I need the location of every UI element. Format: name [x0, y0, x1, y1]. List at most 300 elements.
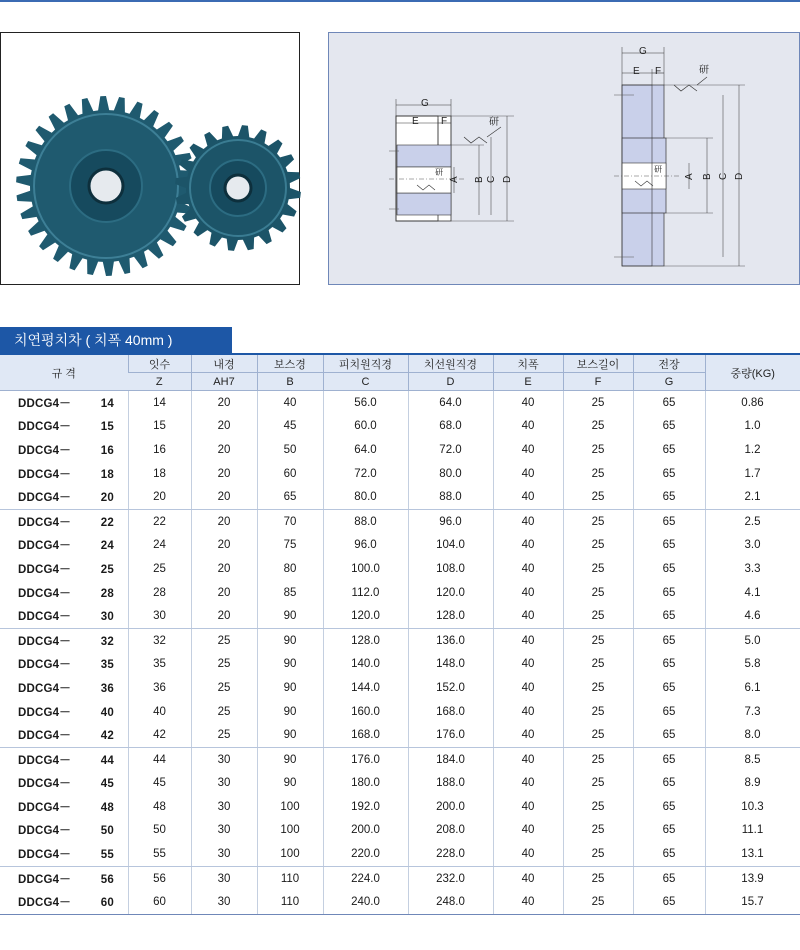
cell-f: 25	[563, 723, 633, 747]
model-code: DDCG4－	[18, 682, 71, 695]
cell-z: 48	[128, 795, 191, 819]
cell-d: 228.0	[408, 842, 493, 866]
cell-ah7: 20	[191, 415, 257, 439]
cell-g: 65	[633, 485, 705, 509]
model-code: DDCG4－	[18, 563, 71, 576]
cell-e: 40	[493, 604, 563, 628]
col-symbol-f: F	[563, 373, 633, 391]
cell-b: 90	[257, 653, 323, 677]
cell-ah7: 20	[191, 485, 257, 509]
cell-ah7: 30	[191, 842, 257, 866]
spur-gears-image	[1, 33, 301, 286]
model-cell	[0, 485, 128, 509]
model-code: DDCG4－	[18, 801, 71, 814]
cell-c: 60.0	[323, 415, 408, 439]
cell-f: 25	[563, 795, 633, 819]
cell-z: 42	[128, 723, 191, 747]
model-code: DDCG4－	[18, 492, 71, 505]
model-cell	[0, 581, 128, 605]
weight-header: 중량(KG)	[705, 354, 800, 391]
cell-c: 200.0	[323, 819, 408, 843]
cell-z: 56	[128, 866, 191, 890]
cell-g: 65	[633, 581, 705, 605]
cell-e: 40	[493, 866, 563, 890]
large-gear-section	[614, 46, 745, 266]
cell-b: 50	[257, 438, 323, 462]
model-cell	[0, 723, 128, 747]
cell-f: 25	[563, 747, 633, 771]
cell-g: 65	[633, 747, 705, 771]
cell-f: 25	[563, 819, 633, 843]
cell-b: 80	[257, 557, 323, 581]
cell-kg: 8.5	[705, 747, 800, 771]
cell-f: 25	[563, 534, 633, 558]
cell-f: 25	[563, 485, 633, 509]
cell-kg: 0.86	[705, 391, 800, 415]
cell-ah7: 20	[191, 509, 257, 533]
cell-kg: 3.0	[705, 534, 800, 558]
table-row	[0, 628, 800, 652]
cell-z: 18	[128, 462, 191, 486]
model-size: 50	[100, 825, 114, 838]
cell-c: 64.0	[323, 438, 408, 462]
top-accent-line	[0, 0, 800, 2]
model-code: DDCG4－	[18, 659, 71, 672]
model-cell	[0, 866, 128, 890]
model-cell	[0, 676, 128, 700]
model-cell	[0, 747, 128, 771]
model-code: DDCG4－	[18, 825, 71, 838]
dim-label-e: E	[633, 66, 640, 77]
cell-f: 25	[563, 438, 633, 462]
cell-b: 70	[257, 509, 323, 533]
cell-ah7: 25	[191, 653, 257, 677]
dim-label-c: C	[718, 172, 729, 180]
table-row	[0, 391, 800, 415]
cell-z: 50	[128, 819, 191, 843]
cell-kg: 4.6	[705, 604, 800, 628]
model-size: 45	[100, 778, 114, 791]
spec-table	[0, 353, 800, 915]
cell-e: 40	[493, 890, 563, 914]
cell-d: 128.0	[408, 604, 493, 628]
cell-kg: 8.0	[705, 723, 800, 747]
cell-e: 40	[493, 415, 563, 439]
dim-label-c: C	[486, 175, 497, 183]
cell-ah7: 20	[191, 462, 257, 486]
dim-label-g: G	[639, 46, 647, 57]
model-code: DDCG4－	[18, 706, 71, 719]
col-header-f: 보스길이	[563, 354, 633, 373]
cell-z: 15	[128, 415, 191, 439]
model-size: 14	[100, 397, 114, 410]
model-size: 22	[100, 516, 114, 529]
cell-d: 232.0	[408, 866, 493, 890]
cell-d: 120.0	[408, 581, 493, 605]
cell-f: 25	[563, 604, 633, 628]
cell-g: 65	[633, 723, 705, 747]
cell-kg: 15.7	[705, 890, 800, 914]
dim-label-f: F	[655, 66, 662, 77]
col-header-c: 피치원직경	[323, 354, 408, 373]
cell-kg: 7.3	[705, 700, 800, 724]
cell-c: 180.0	[323, 772, 408, 796]
col-symbol-g: G	[633, 373, 705, 391]
model-cell	[0, 604, 128, 628]
gear-photo	[0, 32, 300, 285]
table-row	[0, 772, 800, 796]
cell-ah7: 30	[191, 772, 257, 796]
table-row	[0, 653, 800, 677]
cell-f: 25	[563, 557, 633, 581]
cell-g: 65	[633, 534, 705, 558]
cell-b: 90	[257, 628, 323, 652]
cell-ah7: 30	[191, 890, 257, 914]
cell-e: 40	[493, 819, 563, 843]
cell-g: 65	[633, 700, 705, 724]
cell-e: 40	[493, 676, 563, 700]
model-size: 16	[100, 444, 114, 457]
cell-z: 35	[128, 653, 191, 677]
cell-f: 25	[563, 628, 633, 652]
cell-b: 90	[257, 747, 323, 771]
model-code: DDCG4－	[18, 468, 71, 481]
cell-kg: 10.3	[705, 795, 800, 819]
model-cell	[0, 415, 128, 439]
model-cell	[0, 628, 128, 652]
cell-b: 100	[257, 819, 323, 843]
cell-c: 160.0	[323, 700, 408, 724]
spec-header: 규 격	[0, 354, 128, 391]
finish-mark-icon: 研	[489, 117, 499, 128]
cell-c: 72.0	[323, 462, 408, 486]
cell-g: 65	[633, 462, 705, 486]
col-header-z: 잇수	[128, 354, 191, 373]
model-code: DDCG4－	[18, 849, 71, 862]
model-size: 36	[100, 682, 114, 695]
dim-label-a: A	[449, 176, 460, 183]
cell-kg: 11.1	[705, 819, 800, 843]
table-row	[0, 842, 800, 866]
cell-z: 28	[128, 581, 191, 605]
cell-e: 40	[493, 772, 563, 796]
cell-c: 88.0	[323, 509, 408, 533]
cell-d: 72.0	[408, 438, 493, 462]
cell-e: 40	[493, 653, 563, 677]
cell-ah7: 20	[191, 604, 257, 628]
cell-z: 16	[128, 438, 191, 462]
cell-z: 25	[128, 557, 191, 581]
table-row	[0, 819, 800, 843]
col-header-d: 치선원직경	[408, 354, 493, 373]
model-code: DDCG4－	[18, 540, 71, 553]
cell-z: 32	[128, 628, 191, 652]
cell-g: 65	[633, 557, 705, 581]
cell-b: 45	[257, 415, 323, 439]
cell-b: 90	[257, 604, 323, 628]
cell-b: 75	[257, 534, 323, 558]
model-size: 35	[100, 659, 114, 672]
col-header-ah7: 내경	[191, 354, 257, 373]
table-row	[0, 485, 800, 509]
cell-ah7: 20	[191, 391, 257, 415]
table-row	[0, 415, 800, 439]
cell-c: 224.0	[323, 866, 408, 890]
cell-b: 90	[257, 700, 323, 724]
model-size: 15	[100, 421, 114, 434]
cell-g: 65	[633, 653, 705, 677]
model-size: 32	[100, 635, 114, 648]
cell-ah7: 25	[191, 700, 257, 724]
cell-z: 36	[128, 676, 191, 700]
small-gear-icon	[175, 125, 301, 251]
cell-e: 40	[493, 795, 563, 819]
cell-c: 192.0	[323, 795, 408, 819]
model-size: 18	[100, 468, 114, 481]
cell-kg: 2.1	[705, 485, 800, 509]
cell-b: 100	[257, 795, 323, 819]
cell-kg: 3.3	[705, 557, 800, 581]
cell-kg: 8.9	[705, 772, 800, 796]
model-code: DDCG4－	[18, 611, 71, 624]
cell-kg: 1.2	[705, 438, 800, 462]
col-symbol-ah7: AH7	[191, 373, 257, 391]
cell-z: 55	[128, 842, 191, 866]
cell-c: 144.0	[323, 676, 408, 700]
cell-d: 68.0	[408, 415, 493, 439]
cell-d: 200.0	[408, 795, 493, 819]
cell-e: 40	[493, 557, 563, 581]
model-size: 30	[100, 611, 114, 624]
cell-f: 25	[563, 676, 633, 700]
cell-kg: 5.8	[705, 653, 800, 677]
cell-b: 90	[257, 723, 323, 747]
model-cell	[0, 653, 128, 677]
finish-mark-icon: 研	[654, 165, 662, 174]
cell-c: 120.0	[323, 604, 408, 628]
cell-d: 208.0	[408, 819, 493, 843]
cell-g: 65	[633, 795, 705, 819]
table-row	[0, 890, 800, 914]
cell-ah7: 30	[191, 866, 257, 890]
table-row	[0, 509, 800, 533]
model-cell	[0, 819, 128, 843]
cell-d: 64.0	[408, 391, 493, 415]
cell-z: 45	[128, 772, 191, 796]
table-row	[0, 604, 800, 628]
cell-f: 25	[563, 462, 633, 486]
cell-d: 248.0	[408, 890, 493, 914]
cell-b: 110	[257, 890, 323, 914]
cell-b: 60	[257, 462, 323, 486]
cell-g: 65	[633, 628, 705, 652]
model-size: 44	[100, 754, 114, 767]
cell-e: 40	[493, 534, 563, 558]
cell-d: 176.0	[408, 723, 493, 747]
model-cell	[0, 557, 128, 581]
col-symbol-e: E	[493, 373, 563, 391]
cell-g: 65	[633, 866, 705, 890]
cell-ah7: 30	[191, 747, 257, 771]
model-code: DDCG4－	[18, 873, 71, 886]
model-size: 55	[100, 849, 114, 862]
cell-d: 168.0	[408, 700, 493, 724]
cell-b: 40	[257, 391, 323, 415]
table-row	[0, 557, 800, 581]
cell-g: 65	[633, 438, 705, 462]
cell-g: 65	[633, 391, 705, 415]
cell-g: 65	[633, 819, 705, 843]
col-symbol-c: C	[323, 373, 408, 391]
model-code: DDCG4－	[18, 635, 71, 648]
cell-kg: 2.5	[705, 509, 800, 533]
cell-g: 65	[633, 676, 705, 700]
cell-c: 112.0	[323, 581, 408, 605]
model-cell	[0, 795, 128, 819]
cell-c: 100.0	[323, 557, 408, 581]
cell-g: 65	[633, 415, 705, 439]
cell-e: 40	[493, 438, 563, 462]
cell-b: 100	[257, 842, 323, 866]
table-row	[0, 866, 800, 890]
cell-c: 240.0	[323, 890, 408, 914]
cell-e: 40	[493, 700, 563, 724]
cell-d: 104.0	[408, 534, 493, 558]
cell-d: 80.0	[408, 462, 493, 486]
cell-d: 188.0	[408, 772, 493, 796]
model-size: 56	[100, 873, 114, 886]
cell-b: 90	[257, 772, 323, 796]
table-row	[0, 581, 800, 605]
cell-c: 80.0	[323, 485, 408, 509]
cell-ah7: 20	[191, 557, 257, 581]
cell-z: 24	[128, 534, 191, 558]
model-code: DDCG4－	[18, 730, 71, 743]
cell-d: 184.0	[408, 747, 493, 771]
cell-d: 152.0	[408, 676, 493, 700]
cell-e: 40	[493, 628, 563, 652]
cell-e: 40	[493, 509, 563, 533]
cell-z: 44	[128, 747, 191, 771]
section-title: 치연평치차 ( 치폭 40mm )	[0, 327, 232, 353]
cell-f: 25	[563, 653, 633, 677]
cell-ah7: 20	[191, 581, 257, 605]
dim-label-a: A	[684, 173, 695, 180]
cell-c: 96.0	[323, 534, 408, 558]
model-size: 60	[100, 897, 114, 910]
cell-kg: 4.1	[705, 581, 800, 605]
cell-d: 148.0	[408, 653, 493, 677]
table-row	[0, 676, 800, 700]
dim-label-b: B	[474, 176, 485, 183]
cell-ah7: 25	[191, 628, 257, 652]
model-code: DDCG4－	[18, 754, 71, 767]
cell-f: 25	[563, 866, 633, 890]
col-symbol-d: D	[408, 373, 493, 391]
table-row	[0, 534, 800, 558]
cell-d: 88.0	[408, 485, 493, 509]
col-header-g: 전장	[633, 354, 705, 373]
table-row	[0, 462, 800, 486]
cell-kg: 13.9	[705, 866, 800, 890]
model-size: 42	[100, 730, 114, 743]
cell-g: 65	[633, 772, 705, 796]
cell-e: 40	[493, 462, 563, 486]
cell-z: 40	[128, 700, 191, 724]
cell-f: 25	[563, 581, 633, 605]
cell-f: 25	[563, 890, 633, 914]
small-gear-section	[389, 98, 514, 221]
cell-ah7: 25	[191, 676, 257, 700]
cell-f: 25	[563, 415, 633, 439]
dim-label-e: E	[412, 116, 419, 127]
cell-d: 136.0	[408, 628, 493, 652]
dim-label-d: D	[734, 172, 745, 180]
cell-b: 90	[257, 676, 323, 700]
cell-kg: 1.0	[705, 415, 800, 439]
model-size: 24	[100, 540, 114, 553]
dim-label-f: F	[441, 116, 448, 127]
table-row	[0, 723, 800, 747]
table-row	[0, 700, 800, 724]
cell-c: 168.0	[323, 723, 408, 747]
cell-f: 25	[563, 842, 633, 866]
model-code: DDCG4－	[18, 516, 71, 529]
cell-b: 65	[257, 485, 323, 509]
cell-f: 25	[563, 391, 633, 415]
cell-g: 65	[633, 890, 705, 914]
model-cell	[0, 842, 128, 866]
cell-kg: 5.0	[705, 628, 800, 652]
dimension-drawing	[328, 32, 800, 285]
cell-z: 30	[128, 604, 191, 628]
cell-kg: 6.1	[705, 676, 800, 700]
cell-e: 40	[493, 581, 563, 605]
cell-ah7: 30	[191, 819, 257, 843]
model-size: 25	[100, 563, 114, 576]
table-row	[0, 795, 800, 819]
cell-e: 40	[493, 723, 563, 747]
cell-c: 56.0	[323, 391, 408, 415]
table-row	[0, 438, 800, 462]
finish-mark-icon: 研	[435, 168, 443, 177]
cell-c: 128.0	[323, 628, 408, 652]
model-code: DDCG4－	[18, 778, 71, 791]
cell-z: 22	[128, 509, 191, 533]
dim-label-b: B	[702, 173, 713, 180]
large-gear-icon	[16, 96, 196, 276]
cell-b: 85	[257, 581, 323, 605]
cell-e: 40	[493, 485, 563, 509]
model-code: DDCG4－	[18, 421, 71, 434]
model-size: 20	[100, 492, 114, 505]
cell-e: 40	[493, 391, 563, 415]
model-cell	[0, 438, 128, 462]
cell-ah7: 25	[191, 723, 257, 747]
model-code: DDCG4－	[18, 444, 71, 457]
cell-b: 110	[257, 866, 323, 890]
cell-g: 65	[633, 842, 705, 866]
cell-z: 14	[128, 391, 191, 415]
dim-label-g: G	[421, 98, 429, 109]
model-cell	[0, 462, 128, 486]
cell-g: 65	[633, 509, 705, 533]
cell-ah7: 20	[191, 534, 257, 558]
cell-d: 96.0	[408, 509, 493, 533]
model-cell	[0, 890, 128, 914]
model-size: 28	[100, 587, 114, 600]
cell-d: 108.0	[408, 557, 493, 581]
